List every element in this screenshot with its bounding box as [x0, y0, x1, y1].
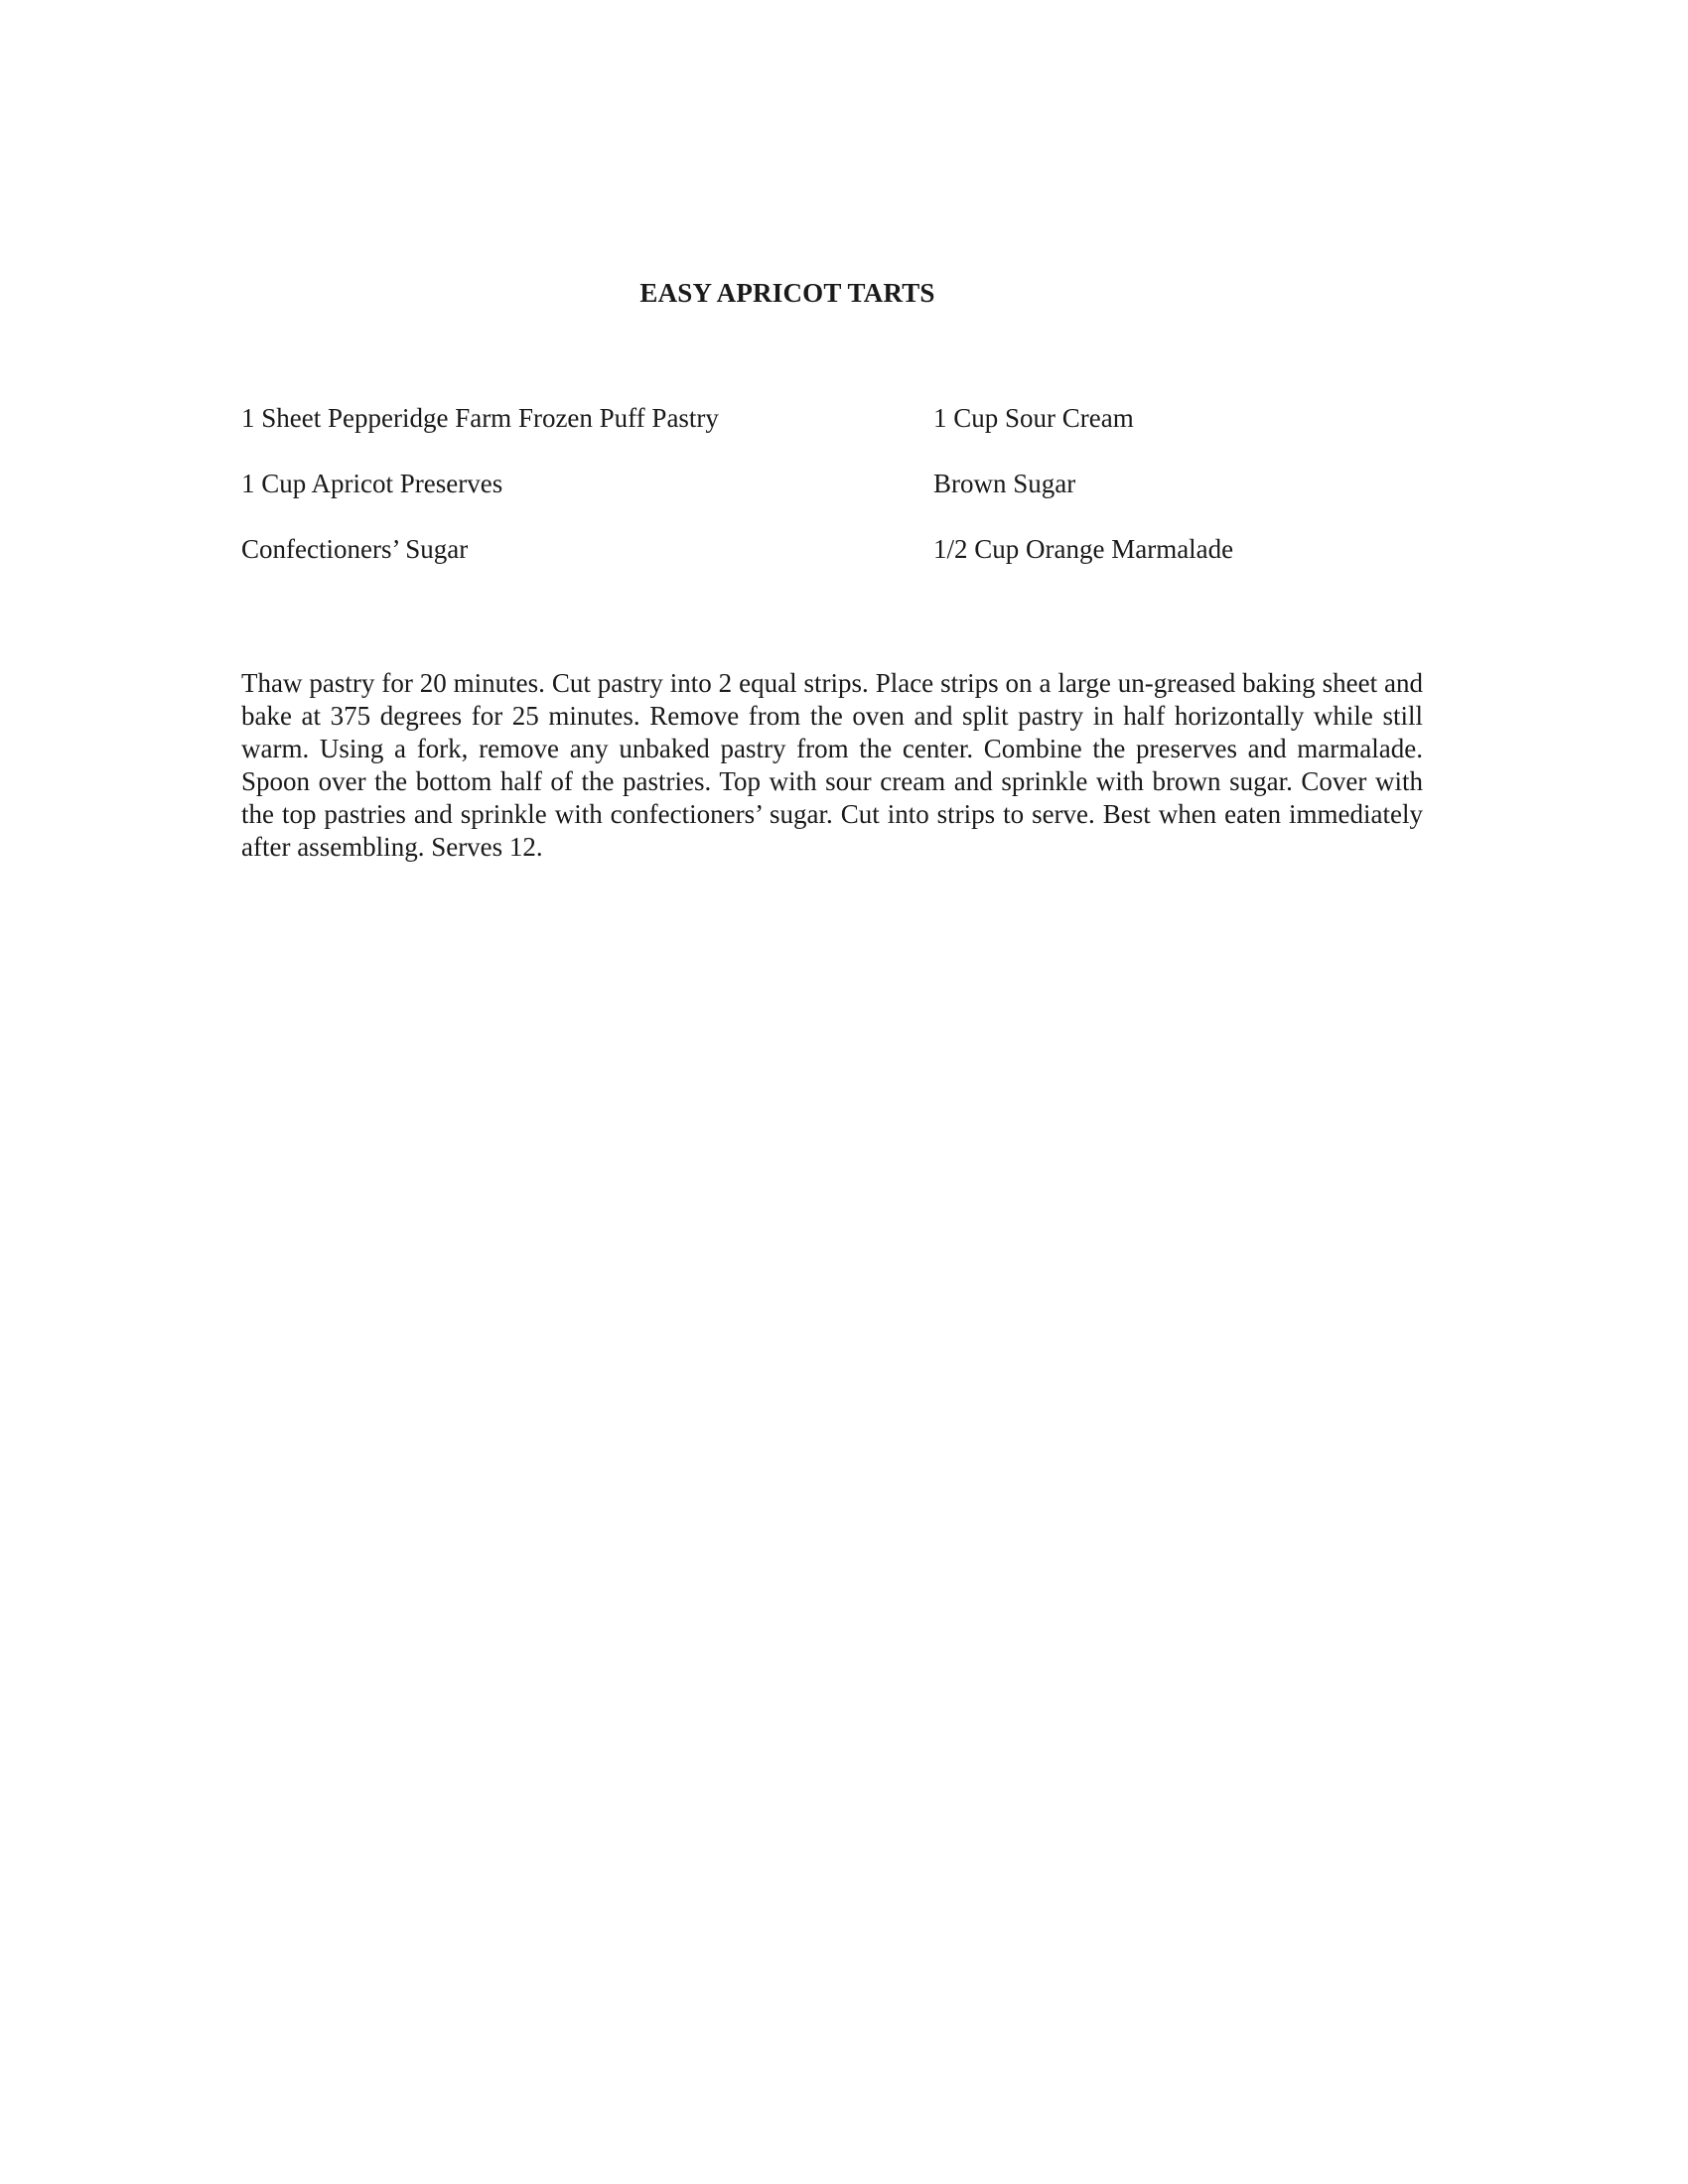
ingredient-item: Confectioners’ Sugar — [241, 534, 469, 564]
ingredient-item: 1 Sheet Pepperidge Farm Frozen Puff Pastry — [241, 403, 719, 433]
ingredient-row — [241, 403, 1433, 469]
ingredient-row — [241, 469, 1433, 534]
instructions-paragraph: Thaw pastry for 20 minutes. Cut pastry into 2 equal strips. Place strips on a large un-greased baking sheet and bake at 375 degrees for 25 minutes. Remove from the oven and split pastry in half horizontally while still warm. Using a fork, remove any unbaked pastry from the center. Combine the preserves and marmalade. Spoon over the bottom half of the pastries. Top with sour cream and sprinkle with brown sugar. Cover with the top pastries and sprinkle with confectioners’ sugar. Cut into strips to serve. Best when eaten immediately after assembling. Serves 12. — [241, 668, 1423, 862]
ingredient-item: 1/2 Cup Orange Marmalade — [933, 534, 1234, 564]
ingredient-item: Brown Sugar — [933, 469, 1076, 498]
ingredient-row — [241, 534, 1433, 600]
recipe-title: EASY APRICOT TARTS — [639, 278, 935, 308]
ingredients-list — [241, 403, 1433, 600]
ingredient-item: 1 Cup Apricot Preserves — [241, 469, 503, 498]
ingredient-item: 1 Cup Sour Cream — [933, 403, 1134, 433]
